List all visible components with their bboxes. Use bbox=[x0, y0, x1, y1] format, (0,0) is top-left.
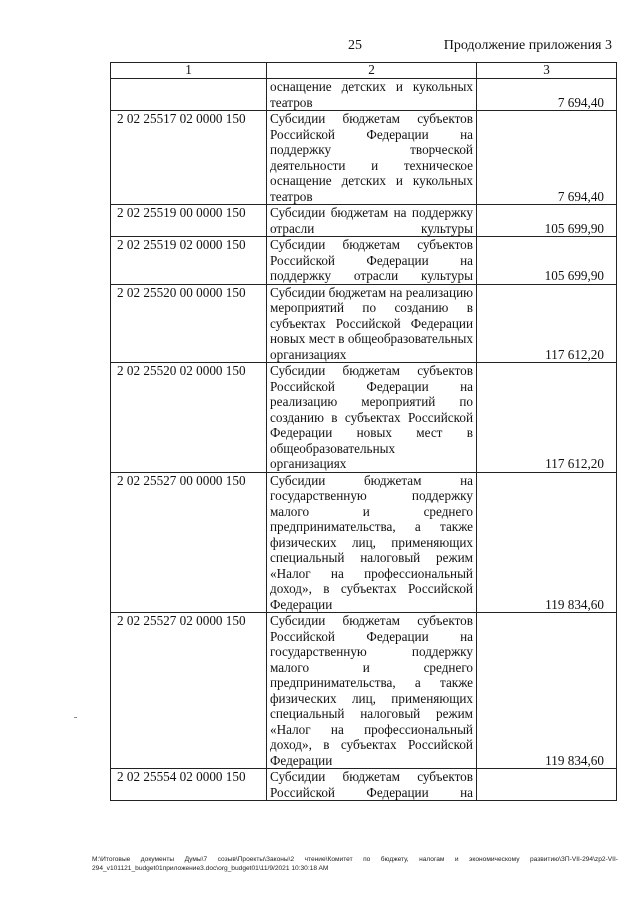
budget-code-cell: 2 02 25527 02 0000 150 bbox=[111, 613, 267, 769]
table-row bbox=[111, 769, 617, 801]
amount-cell: 7 694,40 bbox=[477, 79, 617, 111]
budget-code-cell: 2 02 25519 02 0000 150 bbox=[111, 237, 267, 285]
table-row bbox=[111, 205, 617, 237]
description-cell: оснащение детских и кукольных театров bbox=[267, 79, 477, 111]
table-row bbox=[111, 284, 617, 363]
column-header: 1 bbox=[111, 63, 267, 79]
table-row bbox=[111, 472, 617, 613]
table-row bbox=[111, 111, 617, 205]
description-cell: Субсидии бюджетам субъектов Российской Федерации на bbox=[267, 769, 477, 801]
table-row bbox=[111, 613, 617, 769]
budget-code-cell: 2 02 25527 00 0000 150 bbox=[111, 472, 267, 613]
page-number: 25 bbox=[348, 38, 362, 53]
column-header: 2 bbox=[267, 63, 477, 79]
budget-table bbox=[110, 62, 617, 801]
budget-code-cell: 2 02 25517 02 0000 150 bbox=[111, 111, 267, 205]
amount-cell: 119 834,60 bbox=[477, 472, 617, 613]
description-cell: Субсидии бюджетам на государственную поддержку малого и среднего предпринимательства, а также физических лиц, применяющих специальный налоговый режим «Налог на профессиональный доход», в субъектах Российской Федерации bbox=[267, 472, 477, 613]
amount-cell bbox=[477, 769, 617, 801]
description-cell: Субсидии бюджетам субъектов Российской Федерации на реализацию мероприятий по созданию в субъектах Российской Федерации новых мест в общеобразовательных организациях bbox=[267, 363, 477, 473]
continuation-label: Продолжение приложения 3 bbox=[443, 38, 612, 53]
amount-cell: 105 699,90 bbox=[477, 237, 617, 285]
description-cell: Субсидии бюджетам субъектов Российской Федерации на государственную поддержку малого и среднего предпринимательства, а также физических лиц, применяющих специальный налоговый режим «Налог на профессиональный доход», в субъектах Российской Федерации bbox=[267, 613, 477, 769]
amount-cell: 117 612,20 bbox=[477, 284, 617, 363]
amount-cell: 7 694,40 bbox=[477, 111, 617, 205]
budget-code-cell: 2 02 25554 02 0000 150 bbox=[111, 769, 267, 801]
scan-mark bbox=[74, 717, 77, 718]
description-cell: Субсидии бюджетам субъектов Российской Федерации на поддержку отрасли культуры bbox=[267, 237, 477, 285]
budget-code-cell bbox=[111, 79, 267, 111]
table-row bbox=[111, 237, 617, 285]
amount-cell: 119 834,60 bbox=[477, 613, 617, 769]
amount-cell: 105 699,90 bbox=[477, 205, 617, 237]
budget-code-cell: 2 02 25520 02 0000 150 bbox=[111, 363, 267, 473]
table-header-row bbox=[111, 63, 617, 79]
table-row bbox=[111, 363, 617, 473]
budget-code-cell: 2 02 25519 00 0000 150 bbox=[111, 205, 267, 237]
description-cell: Субсидии бюджетам на поддержку отрасли культуры bbox=[267, 205, 477, 237]
description-cell: Субсидии бюджетам субъектов Российской Федерации на поддержку творческой деятельности и техническое оснащение детских и кукольных театров bbox=[267, 111, 477, 205]
column-header: 3 bbox=[477, 63, 617, 79]
budget-code-cell: 2 02 25520 00 0000 150 bbox=[111, 284, 267, 363]
document-path-footer: M:\Итоговые документы Думы\7 созыв\Проекты\Законы\2 чтение\Комитет по бюджету, налогам и экономическому развитию\ЗП-VII-294\zp2-VII-294_v101121_budget01приложение3.doc\org_budget01\11/9/2021 10:30:18 AM bbox=[92, 856, 618, 872]
amount-cell: 117 612,20 bbox=[477, 363, 617, 473]
table-row bbox=[111, 79, 617, 111]
description-cell: Субсидии бюджетам на реализацию мероприятий по созданию в субъектах Российской Федерации новых мест в общеобразовательных организациях bbox=[267, 284, 477, 363]
